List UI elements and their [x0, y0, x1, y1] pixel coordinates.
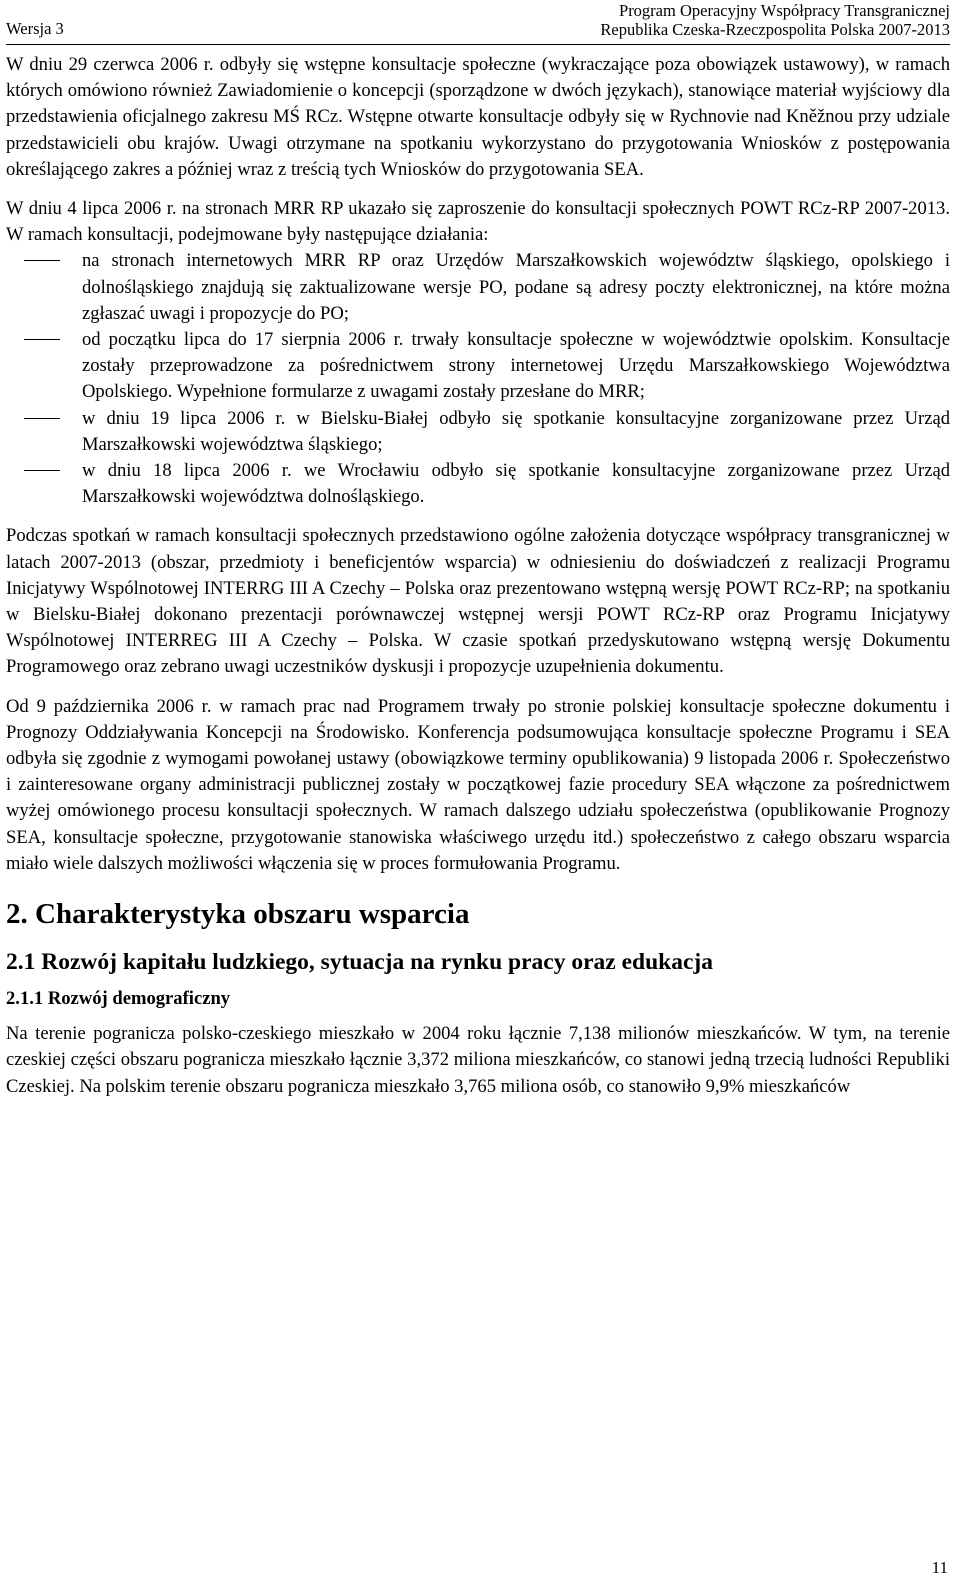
subsection-heading: 2.1 Rozwój kapitału ludzkiego, sytuacja na rynku pracy oraz edukacja: [6, 949, 713, 976]
list-item-text: w dniu 19 lipca 2006 r. w Bielsku-Białej odbyło się spotkanie konsultacyjne zorganizowane przez Urząd Marszałkowski województwa śląskiego;: [82, 407, 950, 455]
dash-bullet-icon: [24, 418, 60, 419]
dash-bullet-icon: [24, 339, 60, 340]
list-item-text: w dniu 18 lipca 2006 r. we Wrocławiu odbyło się spotkanie konsultacyjne zorganizowane przez Urząd Marszałkowski województwa dolnośląskiego.: [82, 460, 950, 508]
document-version: Wersja 3: [6, 19, 64, 38]
dash-bullet-icon: [24, 470, 60, 471]
dash-bullet-icon: [24, 260, 60, 261]
section-heading: 2. Charakterystyka obszaru wsparcia: [6, 898, 470, 931]
list-item-text: od początku lipca do 17 sierpnia 2006 r. trwały konsultacje społeczne w województwie opolskim. Konsultacje zostały przeprowadzone za pośrednictwem strony internetowej Urzędu Marszałkowskiego Województwa Opolskiego. Wypełnione formularze z uwagami zostały przesłane do MRR;: [82, 329, 950, 403]
list-item: [6, 406, 950, 458]
program-title-line-2: Republika Czeska-Rzeczpospolita Polska 2007-2013: [600, 20, 950, 39]
page-number: 11: [931, 1558, 948, 1577]
consultation-list: [6, 248, 950, 510]
paragraph: Na terenie pogranicza polsko-czeskiego mieszkało w 2004 roku łącznie 7,138 milionów mieszkańców. W tym, na terenie czeskiej części obszaru pogranicza mieszkało łącznie 3,372 miliona mieszkańców, co stanowi jedną trzecią ludności Republiki Czeskiej. Na polskim terenie obszaru pogranicza mieszkało 3,765 miliona osób, co stanowiło 9,9% mieszkańców: [6, 1023, 950, 1097]
list-item: [6, 327, 950, 406]
program-title-line-1: Program Operacyjny Współpracy Transgranicznej: [619, 1, 950, 20]
header-rule: [6, 44, 950, 45]
paragraph: W dniu 4 lipca 2006 r. na stronach MRR RP ukazało się zaproszenie do konsultacji społecznych POWT RCz-RP 2007-2013. W ramach konsultacji, podejmowane były następujące działania:: [6, 198, 950, 246]
paragraph: Od 9 października 2006 r. w ramach prac nad Programem trwały po stronie polskiej konsultacje społeczne dokumentu i Prognozy Oddziaływania Koncepcji na Środowisko. Konferencja podsumowująca konsultacje społeczne Programu i SEA odbyła się zgodnie z wymogami powołanej ustawy (obowiązkowe terminy opublikowania) 9 listopada 2006 r. Społeczeństwo i zainteresowane organy administracji publicznej zostały w początkowej fazie procedury SEA włączone za pośrednictwem wyżej omówionego procesu konsultacji społecznych. W ramach dalszego udziału społeczeństwa (opublikowanie Prognozy SEA, konsultacje społeczne, przygotowanie stanowiska właściwego urzędu itd.) społeczeństwo z całego obszaru wsparcia miało wiele dalszych możliwości włączenia się w proces formułowania Programu.: [6, 695, 950, 874]
list-item: [6, 248, 950, 327]
program-title: [600, 1, 950, 39]
document-body: [6, 52, 950, 1100]
subsubsection-heading: 2.1.1 Rozwój demograficzny: [6, 988, 231, 1010]
paragraph: W dniu 29 czerwca 2006 r. odbyły się wstępne konsultacje społeczne (wykraczające poza obowiązek ustawowy), w ramach których omówiono również Zawiadomienie o koncepcji (sporządzone w dwóch językach), stanowiące materiał wyjściowy dla przedstawienia oficjalnego zakresu MŚ RCz. Wstępne otwarte konsultacje odbyły się w Rychnovie nad Kněžnou przy udziale przedstawicieli obu krajów. Uwagi otrzymane na spotkaniu wykorzystano do przygotowania Wniosków z postępowania określającego zakres a później wraz z treścią tych Wniosków do przygotowania SEA.: [6, 54, 950, 180]
list-item-text: na stronach internetowych MRR RP oraz Urzędów Marszałkowskich województw śląskiego, opolskiego i dolnośląskiego znajdują się zaktualizowane wersje PO, podane są adresy poczty elektronicznej, na które można zgłaszać uwagi i propozycje do PO;: [82, 250, 950, 324]
page-header: [0, 0, 960, 48]
paragraph: Podczas spotkań w ramach konsultacji społecznych przedstawiono ogólne założenia dotyczące współpracy transgranicznej w latach 2007-2013 (obszar, przedmioty i beneficjentów wsparcia) w odniesieniu do doświadczeń z realizacji Programu Inicjatywy Wspólnotowej INTERRG III A Czechy – Polska oraz prezentowano wstępną wersję POWT RCz-RP; na spotkaniu w Bielsku-Białej dokonano prezentacji porównawczej wstępnej wersji POWT RCz-RP oraz Programu Inicjatywy Wspólnotowej INTERREG III A Czechy – Polska. W czasie spotkań przedyskutowano wstępną wersję Dokumentu Programowego oraz zebrano uwagi uczestników dyskusji i propozycje uzupełnienia dokumentu.: [6, 525, 950, 678]
list-item: [6, 458, 950, 510]
